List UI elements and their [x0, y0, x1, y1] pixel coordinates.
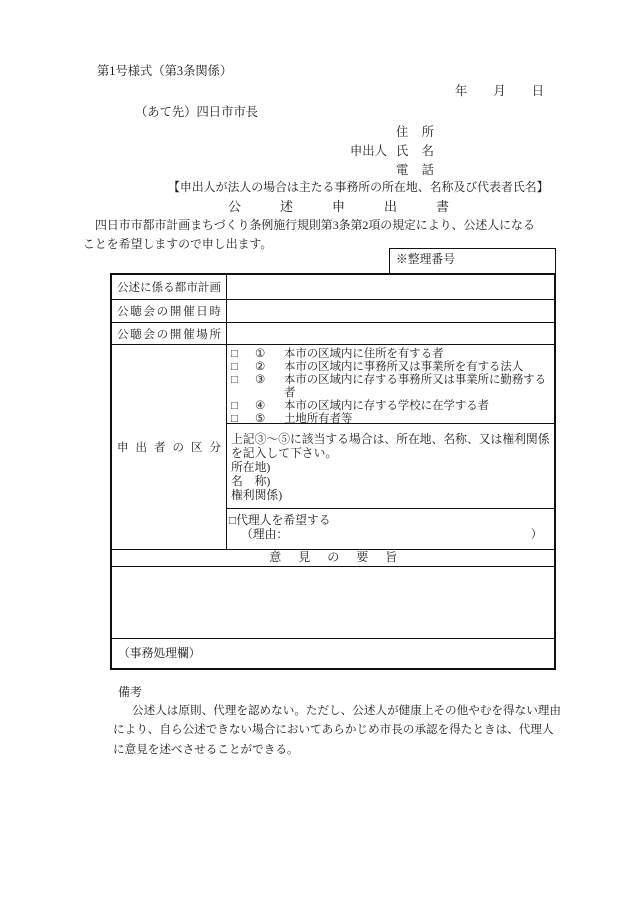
detail-note-line-2: を記入して下さい。 — [231, 446, 338, 460]
table-row-urban-plan — [112, 275, 554, 300]
row-value-urban-plan — [227, 275, 554, 299]
checkbox-icon: □ — [231, 374, 238, 386]
row-value-hearing-place — [227, 323, 554, 344]
option-text: 本市の区域内に存する事務所又は事業所に勤務する者 — [284, 374, 546, 399]
checkbox-icon: □ — [231, 400, 238, 412]
applicant-category-cells — [227, 345, 556, 549]
remarks-line-3: に意見を述べさせることができる。 — [113, 742, 299, 756]
table-row-hearing-datetime — [112, 300, 554, 323]
checkbox-icon: □ — [231, 361, 238, 373]
option-number: ③ — [255, 374, 266, 386]
date-line: 年 月 日 — [455, 84, 545, 98]
category-option-3 — [227, 374, 556, 400]
rights-field-label: 権利関係) — [231, 488, 283, 502]
remarks-paragraph — [113, 701, 561, 759]
intro-line-2: ことを希望しますので申し出ます。 — [83, 237, 273, 251]
opinion-header-row — [112, 550, 554, 567]
table-row-applicant-category — [112, 345, 554, 550]
remarks-label: 備考 — [118, 685, 143, 699]
page-title: 公 述 申 出 書 — [228, 199, 450, 214]
row-label-hearing-datetime: 公聴会の開催日時 — [112, 300, 227, 322]
category-option-4 — [227, 400, 556, 413]
intro-line-1: 四日市市都市計画まちづくり条例施行規則第3条第2項の規定により、公述人になる — [95, 218, 535, 232]
option-number: ⑤ — [255, 413, 266, 425]
row-value-hearing-datetime — [227, 300, 554, 322]
corporate-note: 【申出人が法人の場合は主たる事務所の所在地、名称及び代表者氏名】 — [168, 180, 549, 194]
option-text: 土地所有者等 — [284, 413, 353, 425]
reason-open-paren: （理由： — [241, 527, 289, 541]
addressee: （あて先）四日市市長 — [135, 105, 258, 119]
reference-number-label: ※整理番号 — [396, 252, 455, 266]
detail-note-line-1: 上記③～⑤に該当する場合は、所在地、名称、又は権利関係 — [231, 432, 550, 446]
form-number: 第1号様式（第3条関係） — [97, 64, 233, 78]
row-label-hearing-place: 公聴会の開催場所 — [112, 323, 227, 344]
address-field-label: 住 所 — [396, 125, 435, 139]
option-text: 本市の区域内に存する学校に在学する者 — [284, 400, 490, 412]
office-use-row — [112, 639, 554, 668]
reference-number-box — [389, 248, 556, 273]
option-number: ① — [255, 348, 266, 360]
category-option-1 — [227, 348, 556, 361]
opinion-body-row — [112, 567, 554, 639]
phone-field-label: 電 話 — [396, 163, 435, 177]
category-option-2 — [227, 361, 556, 374]
form-table — [110, 273, 556, 670]
opinion-header-label: 意 見 の 要 旨 — [269, 550, 400, 564]
name-field-label-2: 名 称) — [231, 474, 271, 488]
proxy-reason-line — [229, 527, 556, 542]
proxy-checkbox-line: □代理人を希望する — [229, 513, 331, 527]
table-row-hearing-place — [112, 323, 554, 345]
option-number: ② — [255, 361, 266, 373]
proxy-request-cell — [227, 509, 556, 549]
office-use-label: （事務処理欄） — [118, 646, 201, 660]
checkbox-icon: □ — [231, 348, 238, 360]
category-options-cell — [227, 345, 556, 424]
checkbox-icon: □ — [231, 413, 238, 425]
option-text: 本市の区域内に事務所又は事業所を有する法人 — [284, 361, 524, 373]
remarks-line-2: により、自ら公述できない場合においてあらかじめ市長の承認を得たときは、代理人 — [113, 723, 554, 737]
location-field-label: 所在地) — [231, 460, 271, 474]
name-field-label: 氏 名 — [396, 144, 435, 158]
reason-close-paren: ） — [530, 527, 543, 541]
opinion-body-cell — [112, 567, 554, 638]
applicant-label: 申出人 — [350, 144, 387, 158]
row-label-applicant-category: 申出者の区分 — [112, 345, 227, 549]
option-number: ④ — [255, 400, 266, 412]
category-detail-cell — [227, 424, 556, 509]
remarks-line-1: 公述人は原則、代理を認めない。ただし、公述人が健康上その他やむを得ない理由 — [132, 704, 561, 717]
row-label-urban-plan: 公述に係る都市計画 — [112, 275, 227, 299]
option-text: 本市の区域内に住所を有する者 — [284, 348, 444, 360]
